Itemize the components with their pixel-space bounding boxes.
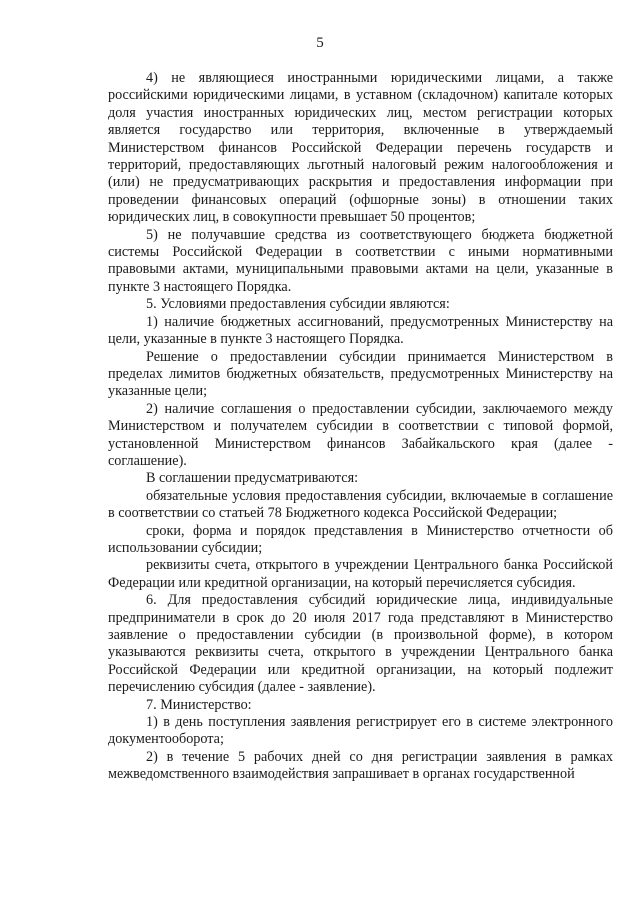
paragraph-agreement-terms: обязательные условия предоставления субсидии, включаемые в соглашение в соответствии со статьей 78 Бюджетного кодекса Российской Федерации; <box>108 487 613 522</box>
paragraph-condition-2: 2) наличие соглашения о предоставлении субсидии, заключаемого между Министерством и получателем субсидии в соответствии с типовой формой, установленной Министерством финансов Забайкальского края (далее - соглашение). <box>108 400 613 469</box>
paragraph-item-4: 4) не являющиеся иностранными юридическими лицами, а также российскими юридическими лицами, в уставном (складочном) капитале которых доля участия иностранных юридических лиц, местом регистрации которых является государство или территория, включенные в утверждаемый Министерством финансов Российской Федерации перечень государств и территорий, предоставляющих льготный налоговый режим налогообложения и (или) не предусматривающих раскрытия и предоставления информации при проведении финансовых операций (офшорные зоны) в отношении таких юридических лиц, в совокупности превышает 50 процентов; <box>108 70 613 226</box>
document-body <box>108 70 613 784</box>
paragraph-ministry-2: 2) в течение 5 рабочих дней со дня регистрации заявления в рамках межведомственного взаимодействия запрашивает в органах государственной <box>108 748 613 783</box>
paragraph-agreement-intro: В соглашении предусматриваются: <box>146 470 359 487</box>
paragraph-ministry-1: 1) в день поступления заявления регистрирует его в системе электронного документооборота; <box>108 714 613 748</box>
paragraph-section-6: 6. Для предоставления субсидий юридические лица, индивидуальные предприниматели в срок до 20 июля 2017 года представляют в Министерство заявление о предоставлении субсидии (в произвольной форме), в котором указываются реквизиты счета, открытого в учреждении Центрального банка Российской Федерации или кредитной организации, на который подлежит перечислению субсидия (далее - заявление). <box>108 592 613 696</box>
paragraph-condition-1: 1) наличие бюджетных ассигнований, предусмотренных Министерству на цели, указанные в пункте 3 настоящего Порядка. <box>108 313 613 348</box>
paragraph-agreement-reporting: сроки, форма и порядок представления в Министерство отчетности об использовании субсидии; <box>108 522 613 556</box>
paragraph-item-5: 5) не получавшие средства из соответствующего бюджета бюджетной системы Российской Федерации в соответствии с иными нормативными правовыми актами, муниципальными правовыми актами на цели, указанные в пункте 3 настоящего Порядка. <box>108 226 613 295</box>
paragraph-section-5: 5. Условиями предоставления субсидии являются: <box>146 296 450 313</box>
paragraph-section-7: 7. Министерство: <box>146 696 252 713</box>
page-number: 5 <box>316 35 324 51</box>
paragraph-decision: Решение о предоставлении субсидии принимается Министерством в пределах лимитов бюджетных обязательств, предусмотренных Министерству на указанные цели; <box>108 348 613 400</box>
paragraph-agreement-account: реквизиты счета, открытого в учреждении Центрального банка Российской Федерации или кредитной организации, на который перечисляется субсидия. <box>108 557 613 591</box>
